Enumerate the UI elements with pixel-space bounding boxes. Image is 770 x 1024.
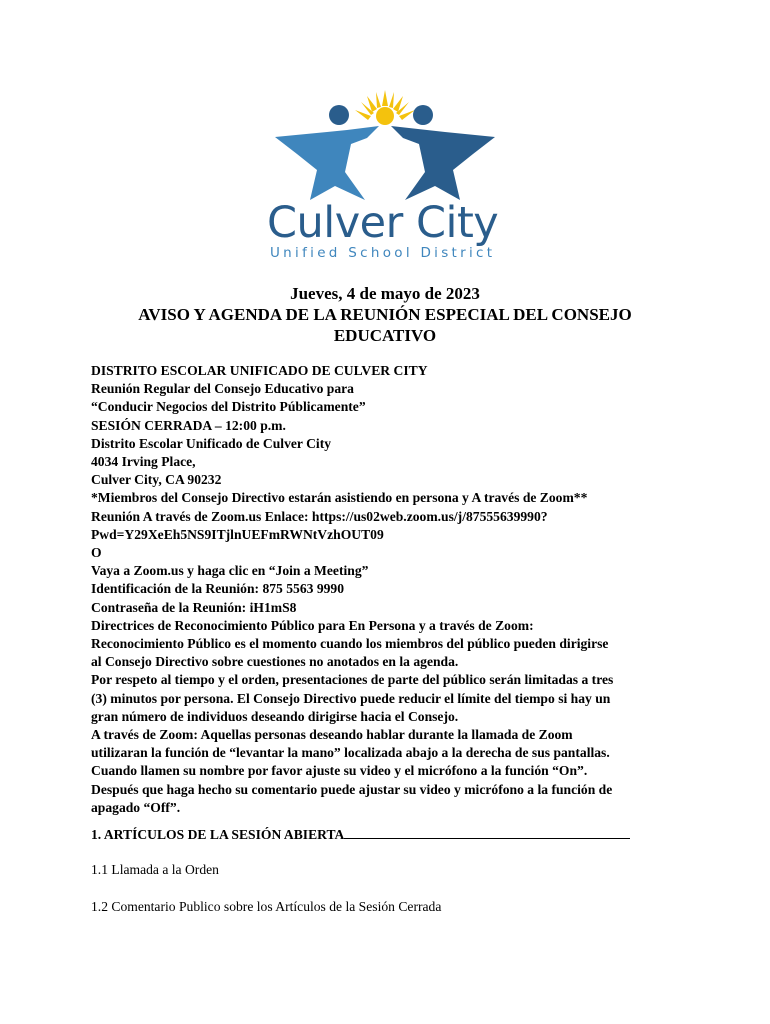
section-heading-text: 1. ARTÍCULOS DE LA SESIÓN ABIERTA (91, 827, 345, 842)
meeting-date: Jueves, 4 de mayo de 2023 (290, 284, 480, 303)
body-line: al Consejo Directivo sobre cuestiones no anotados en la agenda. (91, 654, 459, 670)
logo-subtitle: Unified School District (270, 245, 496, 261)
body-line: SESIÓN CERRADA – 12:00 p.m. (91, 417, 286, 433)
zoom-link-line[interactable]: Pwd=Y29XeEh5NS9ITjlnUEFmRWNtVzhOUT09 (91, 526, 384, 542)
body-line: 4034 Irving Place, (91, 454, 196, 470)
body-line: Cuando llamen su nombre por favor ajuste su video y el micrófono a la función “On”. (91, 763, 588, 779)
right-figure-icon (391, 126, 495, 200)
left-figure-icon (275, 126, 379, 200)
body-line: A través de Zoom: Aquellas personas deseando hablar durante la llamada de Zoom (91, 727, 573, 743)
body-line: Vaya a Zoom.us y haga clic en “Join a Meeting” (91, 563, 369, 579)
left-figure-head-icon (329, 105, 349, 125)
section-heading (91, 826, 630, 843)
body-line: Por respeto al tiempo y el orden, presentaciones de parte del público serán limitadas a tres (91, 672, 614, 688)
body-line: O (91, 545, 102, 561)
body-line: Directrices de Reconocimiento Público para En Persona y a través de Zoom: (91, 617, 534, 633)
title-line-1: AVISO Y AGENDA DE LA REUNIÓN ESPECIAL DEL CONSEJO (138, 305, 632, 324)
body-line: Reunión Regular del Consejo Educativo para (91, 381, 354, 397)
right-figure-head-icon (413, 105, 433, 125)
document-title (0, 283, 770, 346)
zoom-link-line[interactable]: Reunión A través de Zoom.us Enlace: https://us02web.zoom.us/j/87555639990? (91, 508, 548, 524)
body-line: Contraseña de la Reunión: iH1mS8 (91, 599, 297, 615)
title-line-2: EDUCATIVO (333, 326, 437, 345)
body-line: gran número de individuos deseando dirigirse hacia el Consejo. (91, 708, 459, 724)
heading-underline (344, 826, 630, 839)
body-line: Después que haga hecho su comentario puede ajustar su video y micrófono a la función de (91, 781, 613, 797)
body-line: Identificación de la Reunión: 875 5563 9990 (91, 581, 345, 597)
logo-figures-icon (255, 82, 515, 202)
body-line: (3) minutos por persona. El Consejo Directivo puede reducir el límite del tiempo si hay un (91, 690, 611, 706)
body-line: Culver City, CA 90232 (91, 472, 222, 488)
body-line: apagado “Off”. (91, 799, 181, 815)
body-line: utilizaran la función de “levantar la mano” localizada abajo a la derecha de sus pantallas. (91, 745, 610, 761)
body-line: Distrito Escolar Unificado de Culver City (91, 435, 332, 451)
district-logo (255, 82, 515, 267)
agenda-item: 1.1 Llamada a la Orden (91, 862, 219, 877)
sun-icon (355, 90, 415, 125)
agenda-item: 1.2 Comentario Publico sobre los Artículos de la Sesión Cerrada (91, 899, 442, 914)
meeting-info (91, 362, 691, 817)
body-line: DISTRITO ESCOLAR UNIFICADO DE CULVER CITY (91, 363, 428, 378)
body-line: Reconocimiento Público es el momento cuando los miembros del público pueden dirigirse (91, 636, 609, 652)
body-line: *Miembros del Consejo Directivo estarán asistiendo en persona y A través de Zoom** (91, 490, 588, 506)
logo-name: Culver City (267, 198, 499, 248)
body-line: “Conducir Negocios del Distrito Públicamente” (91, 399, 366, 415)
